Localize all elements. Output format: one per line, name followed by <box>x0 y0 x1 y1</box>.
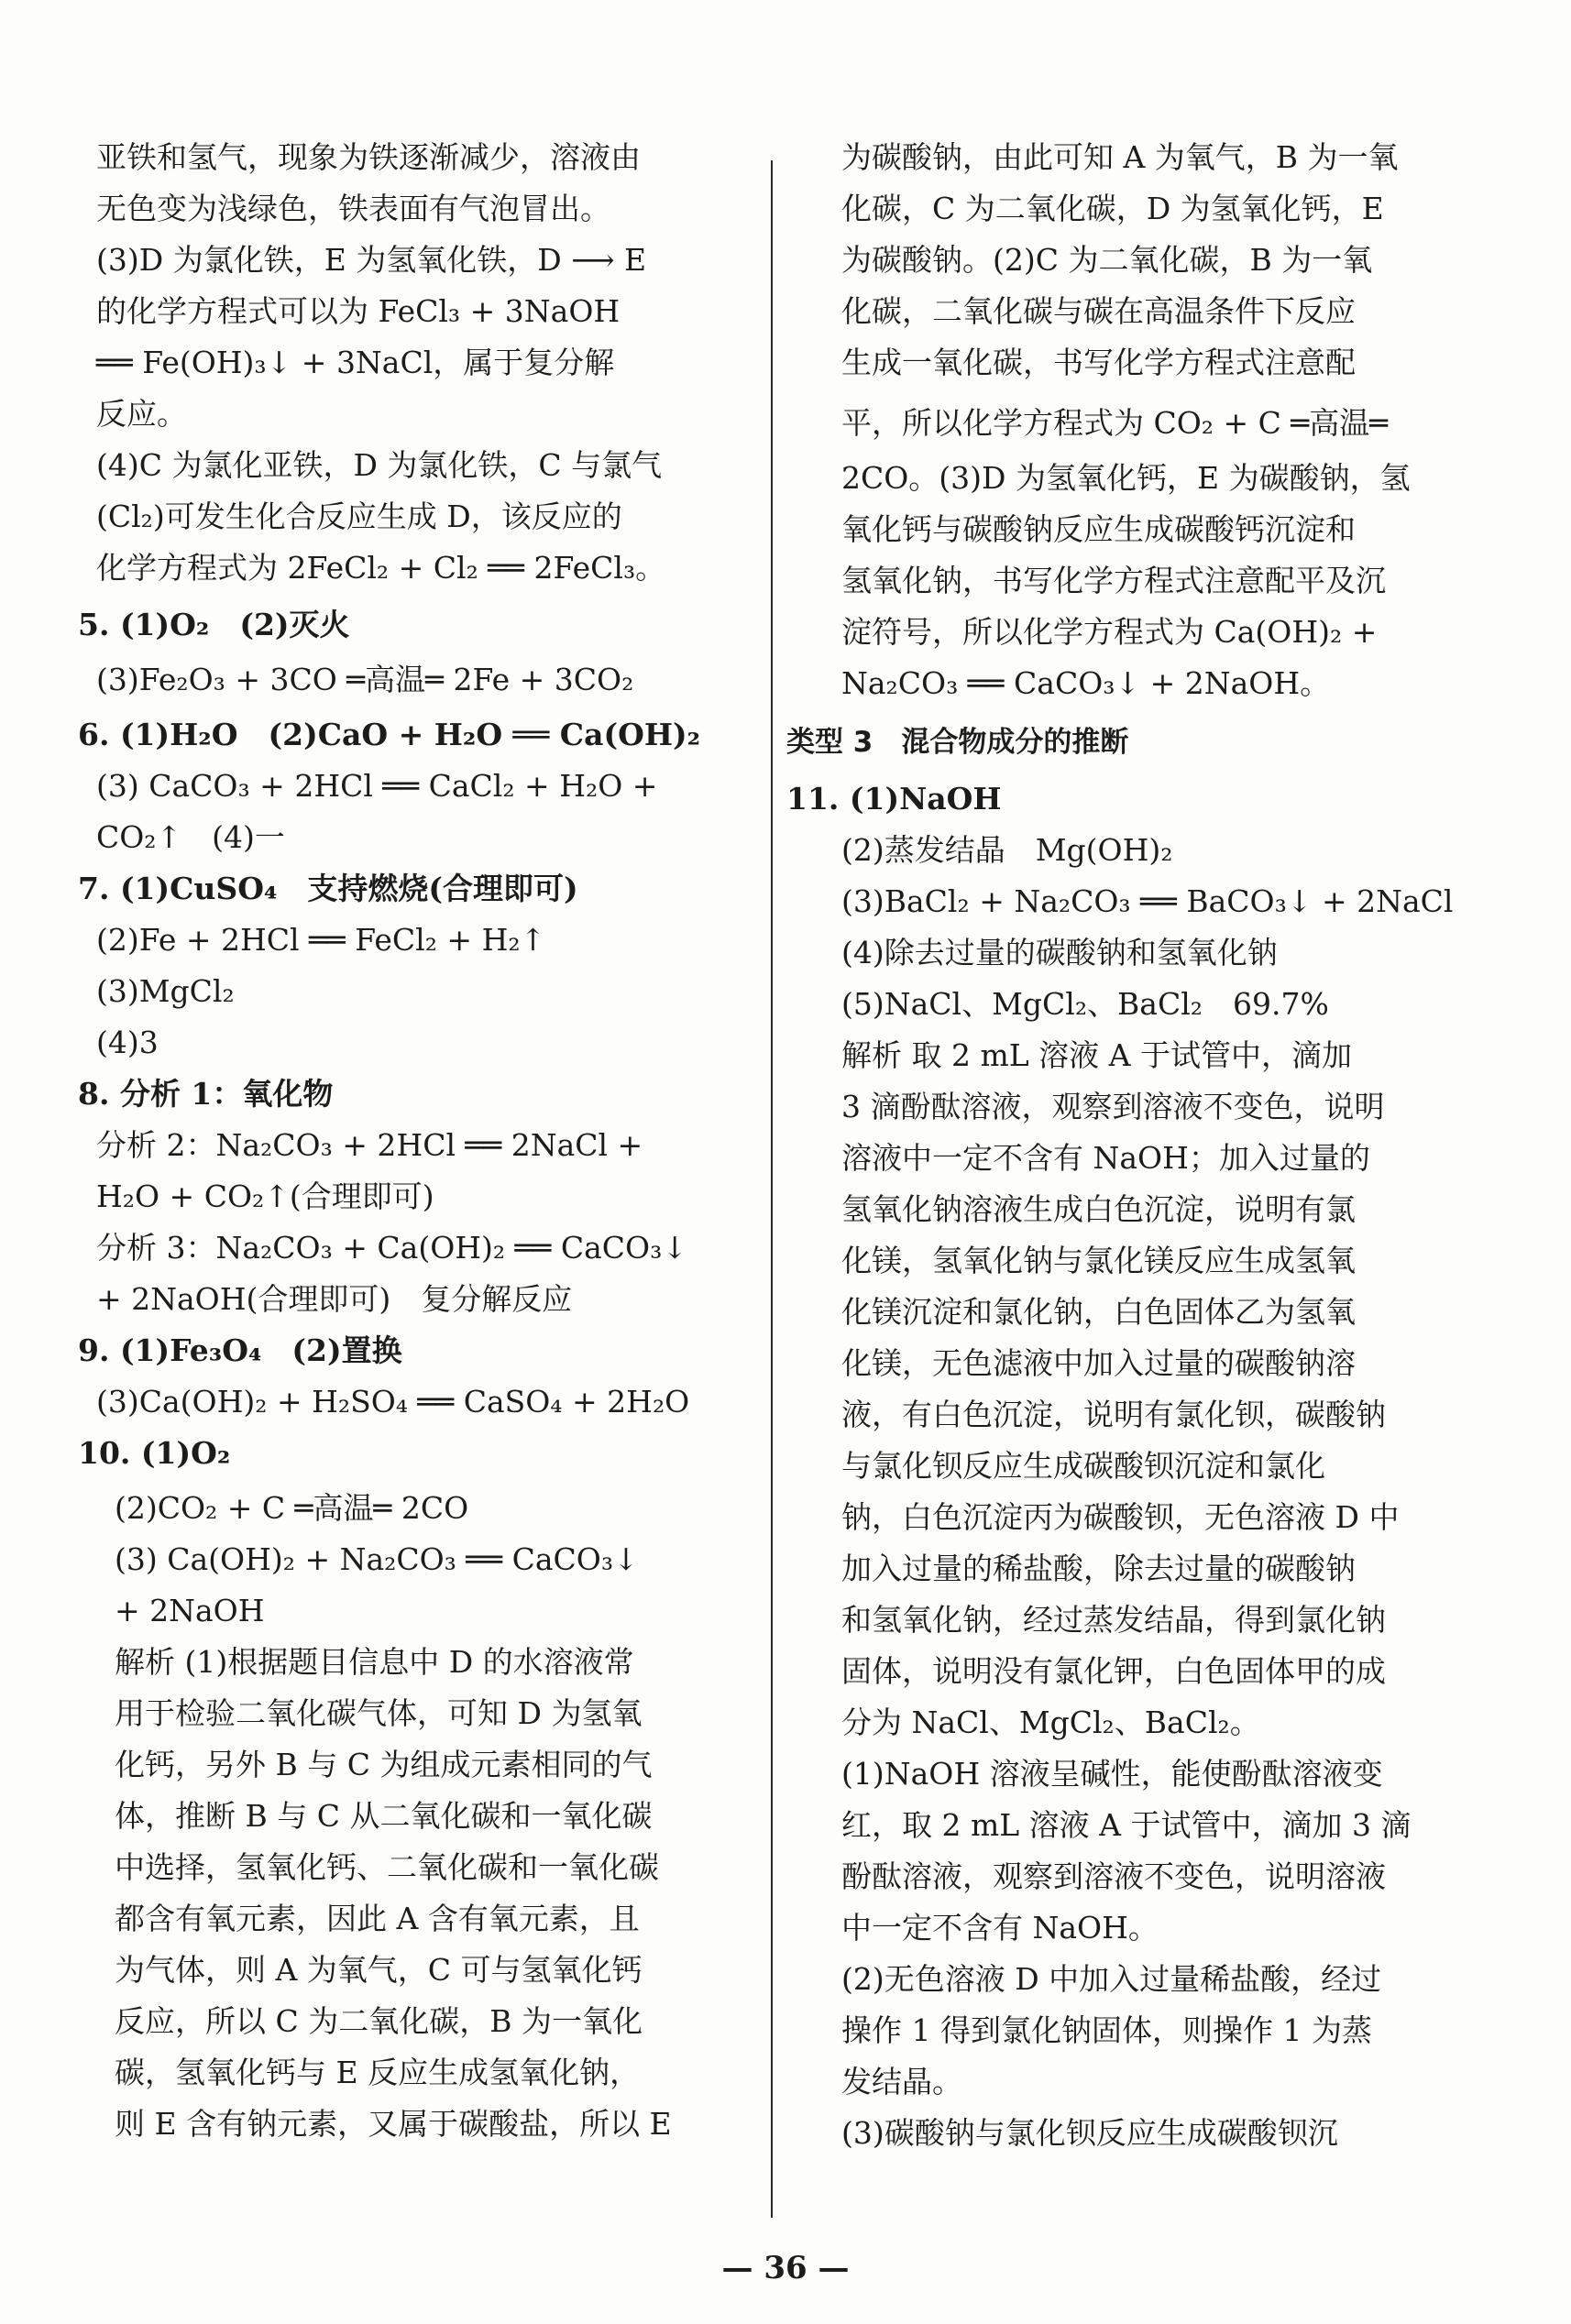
analysis-line: 氧化钙与碳酸钠反应生成碳酸钙沉淀和 <box>841 511 1356 547</box>
analysis-line: 化镁，氢氧化钠与氯化镁反应生成氢氧 <box>841 1243 1356 1278</box>
equation-line: 分析 2：Na₂CO₃ + 2HCl ══ 2NaCl + <box>96 1127 643 1163</box>
analysis-line: 分为 NaCl、MgCl₂、BaCl₂。 <box>841 1705 1260 1740</box>
text-line: (3)MgCl₂ <box>96 973 235 1009</box>
analysis-line: 和氢氧化钠，经过蒸发结晶，得到氯化钠 <box>841 1602 1386 1638</box>
analysis-line: 平，所以化学方程式为 CO₂ + C ═高温═ <box>841 405 1389 441</box>
analysis-line: 解析 取 2 mL 溶液 A 于试管中，滴加 <box>841 1037 1352 1073</box>
analysis-line: 生成一氧化碳，书写化学方程式注意配 <box>841 345 1356 380</box>
equation-line: (3)Ca(OH)₂ + H₂SO₄ ══ CaSO₄ + 2H₂O <box>96 1384 690 1420</box>
analysis-line: 碳，氢氧化钙与 E 反应生成氢氧化钠， <box>115 2055 641 2090</box>
answer-5: 5. (1)O₂ (2)灭火 <box>78 607 350 642</box>
equation-line: (3)BaCl₂ + Na₂CO₃ ══ BaCO₃↓ + 2NaCl <box>841 883 1454 919</box>
text-line: 无色变为浅绿色，铁表面有气泡冒出。 <box>96 191 610 226</box>
analysis-line: 化碳，C 为二氧化碳，D 为氢氧化钙，E <box>841 191 1384 226</box>
analysis-line: 都含有氧元素，因此 A 含有氧元素，且 <box>115 1901 640 1936</box>
analysis-line: 2CO。(3)D 为氢氧化钙，E 为碳酸钠，氢 <box>841 460 1411 496</box>
text-line: + 2NaOH <box>115 1593 265 1628</box>
analysis-line: 则 E 含有钠元素，又属于碳酸盐，所以 E <box>115 2106 672 2142</box>
analysis-line: 中一定不含有 NaOH。 <box>841 1910 1159 1946</box>
text-line: CO₂↑ (4)一 <box>96 819 285 855</box>
equation-line: Na₂CO₃ ══ CaCO₃↓ + 2NaOH。 <box>841 665 1331 701</box>
text-line: (5)NaCl、MgCl₂、BaCl₂ 69.7% <box>841 986 1329 1022</box>
equation-line: (2)Fe + 2HCl ══ FeCl₂ + H₂↑ <box>96 922 546 958</box>
analysis-line: 中选择，氢氧化钙、二氧化碳和一氧化碳 <box>115 1849 659 1885</box>
analysis-line: 化镁，无色滤液中加入过量的碳酸钠溶 <box>841 1345 1356 1381</box>
analysis-line: 氢氧化钠，书写化学方程式注意配平及沉 <box>841 563 1386 598</box>
analysis-line: 为气体，则 A 为氧气，C 可与氢氧化钙 <box>115 1952 643 1988</box>
text-line: (4)除去过量的碳酸钠和氢氧化钠 <box>841 935 1278 970</box>
text-line: (Cl₂)可发生化合反应生成 D，该反应的 <box>96 499 622 534</box>
answer-10: 10. (1)O₂ <box>78 1435 231 1471</box>
text-line: + 2NaOH(合理即可) 复分解反应 <box>96 1281 573 1317</box>
analysis-line: 溶液中一定不含有 NaOH；加入过量的 <box>841 1140 1370 1176</box>
answer-7: 7. (1)CuSO₄ 支持燃烧(合理即可) <box>78 871 578 906</box>
analysis-line: 用于检验二氧化碳气体，可知 D 为氢氧 <box>115 1695 643 1731</box>
section-heading: 类型 3 混合物成分的推断 <box>786 726 1129 759</box>
analysis-line: 操作 1 得到氯化钠固体，则操作 1 为蒸 <box>841 2012 1372 2048</box>
analysis-line: 固体，说明没有氯化钾，白色固体甲的成 <box>841 1653 1386 1689</box>
answer-9: 9. (1)Fe₃O₄ (2)置换 <box>78 1332 402 1368</box>
analysis-line: 反应，所以 C 为二氧化碳，B 为一氧化 <box>115 2003 643 2039</box>
analysis-line: 3 滴酚酞溶液，观察到溶液不变色，说明 <box>841 1089 1385 1124</box>
analysis-line: 液，有白色沉淀，说明有氯化钡，碳酸钠 <box>841 1397 1386 1432</box>
analysis-line: 酚酞溶液，观察到溶液不变色，说明溶液 <box>841 1858 1386 1894</box>
analysis-line: (3)碳酸钠与氯化钡反应生成碳酸钡沉 <box>841 2115 1338 2151</box>
analysis-line: 解析 (1)根据题目信息中 D 的水溶液常 <box>115 1644 634 1680</box>
equation-line: H₂O + CO₂↑(合理即可) <box>96 1178 434 1214</box>
analysis-line: 与氯化钡反应生成碳酸钡沉淀和氯化 <box>841 1448 1325 1484</box>
answer-8: 8. 分析 1：氧化物 <box>78 1076 334 1112</box>
analysis-line: 为碳酸钠，由此可知 A 为氧气，B 为一氧 <box>841 139 1399 175</box>
analysis-line: 加入过量的稀盐酸，除去过量的碳酸钠 <box>841 1551 1356 1586</box>
analysis-line: (2)无色溶液 D 中加入过量稀盐酸，经过 <box>841 1961 1382 1997</box>
equation-line: (3)Fe₂O₃ + 3CO ═高温═ 2Fe + 3CO₂ <box>96 662 634 697</box>
analysis-line: 化钙，另外 B 与 C 为组成元素相同的气 <box>115 1747 653 1782</box>
analysis-line: 发结晶。 <box>841 2064 962 2099</box>
analysis-line: 体，推断 B 与 C 从二氧化碳和一氧化碳 <box>115 1798 653 1834</box>
equation-line: 分析 3：Na₂CO₃ + Ca(OH)₂ ══ CaCO₃↓ <box>96 1230 687 1266</box>
text-line: 亚铁和氢气，现象为铁逐渐减少，溶液由 <box>96 139 641 175</box>
equation-line: ══ Fe(OH)₃↓ + 3NaCl，属于复分解 <box>96 345 615 380</box>
equation-line: (3) CaCO₃ + 2HCl ══ CaCl₂ + H₂O + <box>96 768 658 804</box>
analysis-line: 红，取 2 mL 溶液 A 于试管中，滴加 3 滴 <box>841 1807 1412 1843</box>
page-number: — 36 — <box>721 2250 850 2286</box>
analysis-line: (1)NaOH 溶液呈碱性，能使酚酞溶液变 <box>841 1756 1383 1792</box>
analysis-line: 化镁沉淀和氯化钠，白色固体乙为氢氧 <box>841 1294 1356 1330</box>
analysis-line: 化碳，二氧化碳与碳在高温条件下反应 <box>841 293 1356 329</box>
column-divider <box>771 160 773 2218</box>
text-line: 反应。 <box>96 396 187 432</box>
equation-line: 化学方程式为 2FeCl₂ + Cl₂ ══ 2FeCl₃。 <box>96 550 666 586</box>
analysis-line: 钠，白色沉淀丙为碳酸钡，无色溶液 D 中 <box>841 1499 1400 1535</box>
text-line: 的化学方程式可以为 FeCl₃ + 3NaOH <box>96 293 621 329</box>
text-line: (4)C 为氯化亚铁，D 为氯化铁，C 与氯气 <box>96 447 663 483</box>
equation-line: (3) Ca(OH)₂ + Na₂CO₃ ══ CaCO₃↓ <box>115 1541 639 1577</box>
text-line: (3)D 为氯化铁，E 为氢氧化铁，D ⟶ E <box>96 242 647 278</box>
text-line: (2)蒸发结晶 Mg(OH)₂ <box>841 832 1173 868</box>
answer-6: 6. (1)H₂O (2)CaO + H₂O ══ Ca(OH)₂ <box>78 717 701 752</box>
analysis-line: 为碳酸钠。(2)C 为二氧化碳，B 为一氧 <box>841 242 1373 278</box>
answer-11: 11. (1)NaOH <box>786 781 1002 817</box>
equation-line: (2)CO₂ + C ═高温═ 2CO <box>115 1490 469 1526</box>
analysis-line: 淀符号，所以化学方程式为 Ca(OH)₂ + <box>841 614 1378 650</box>
analysis-line: 氢氧化钠溶液生成白色沉淀，说明有氯 <box>841 1191 1356 1227</box>
text-line: (4)3 <box>96 1025 159 1060</box>
